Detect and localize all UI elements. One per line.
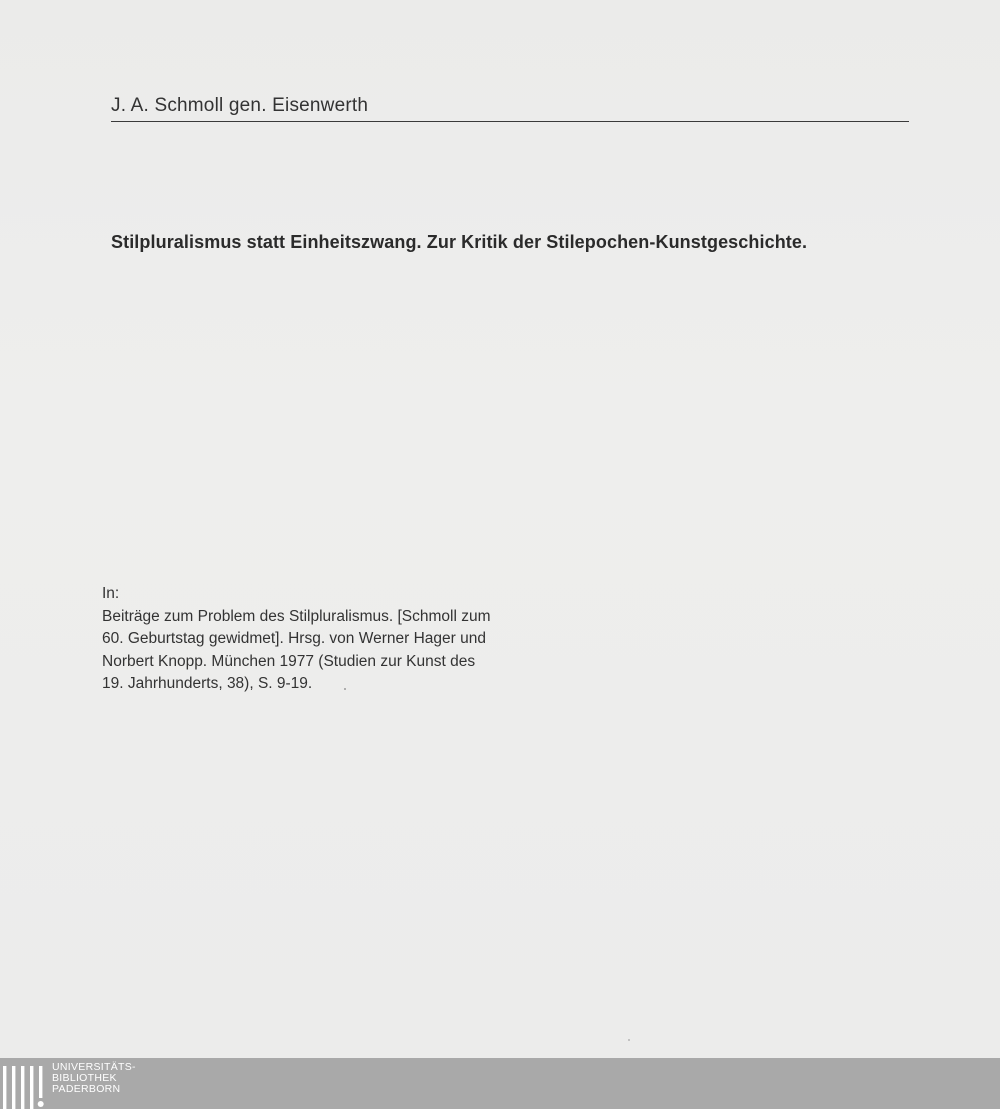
source-line: 60. Geburtstag gewidmet]. Hrsg. von Werner Hager und xyxy=(102,630,486,647)
university-library-logo-icon xyxy=(2,1060,48,1109)
document-title: Stilpluralismus statt Einheitszwang. Zur Kritik der Stilepochen-Kunstgeschichte. xyxy=(111,232,808,252)
library-name-line: UNIVERSITÄTS- xyxy=(52,1061,136,1073)
scan-speck xyxy=(344,688,346,690)
library-name-line: PADERBORN xyxy=(52,1083,121,1095)
library-name-line: BIBLIOTHEK xyxy=(52,1072,117,1084)
scan-speck xyxy=(628,1039,630,1041)
source-citation xyxy=(102,583,552,696)
library-name xyxy=(52,1062,136,1095)
footer-band xyxy=(0,1058,1000,1109)
source-line: 19. Jahrhunderts, 38), S. 9-19. xyxy=(102,675,313,692)
author-header: J. A. Schmoll gen. Eisenwerth xyxy=(111,95,909,122)
source-label: In: xyxy=(102,585,120,602)
source-line: Norbert Knopp. München 1977 (Studien zur Kunst des xyxy=(102,652,476,670)
source-line: Beiträge zum Problem des Stilpluralismus. [Schmoll zum xyxy=(102,607,491,625)
